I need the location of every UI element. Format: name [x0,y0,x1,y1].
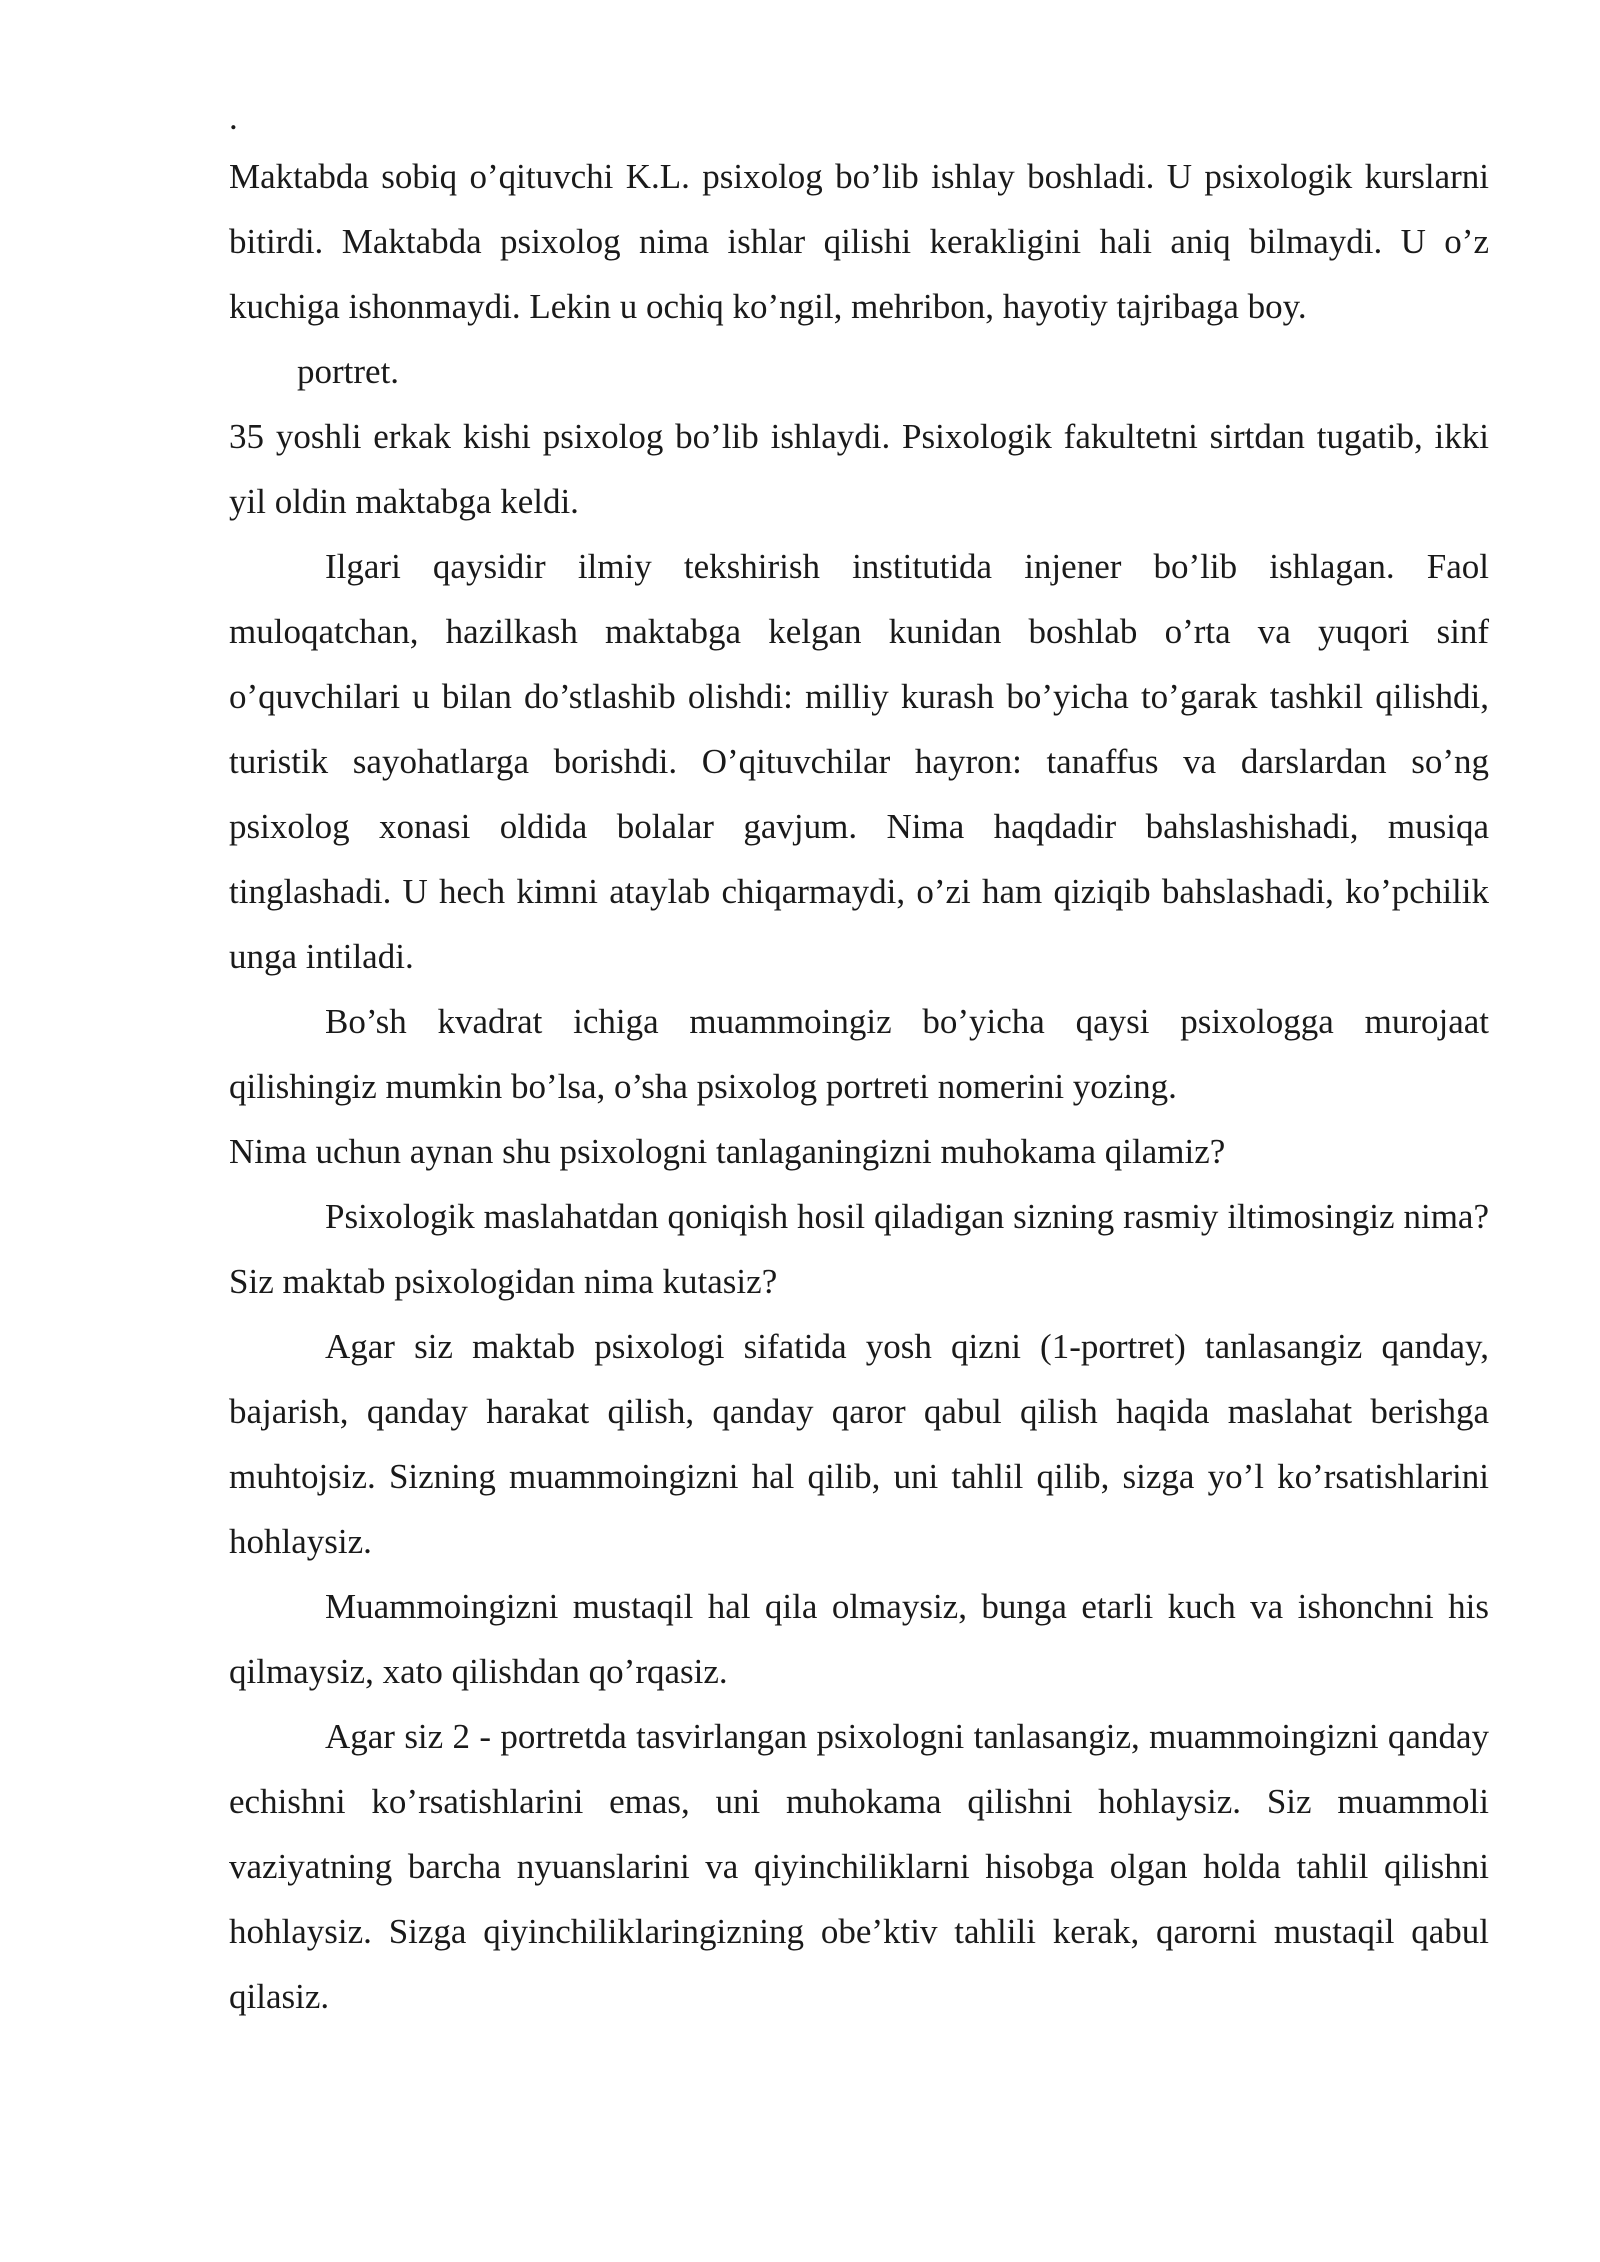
paragraph-10: Agar siz 2 - portretda tasvirlangan psixologni tanlasangiz, muammoingizni qanday echishni ko’rsatishlarini emas, uni muhokama qilishni hohlaysiz. Siz muammoli vaziyatning barcha nyuanslarini va qiyinchiliklarni hisobga olgan holda tahlil qilishni hohlaysiz. Sizga qiyinchiliklaringizning obe’ktiv tahlili kerak, qarorni mustaqil qabul qilasiz. [229,1717,1489,2016]
paragraph-portret-label: portret. [297,352,400,391]
paragraph-1: Maktabda sobiq o’qituvchi K.L. psixolog bo’lib ishlay boshladi. U psixologik kurslarni bitirdi. Maktabda psixolog nima ishlar qilishi kerakligini hali aniq bilmaydi. U o’z kuchiga ishonmaydi. Lekin u ochiq ko’ngil, mehribon, hayotiy tajribaga boy. [229,157,1489,326]
document-body [229,92,1489,2029]
paragraph-5: Bo’sh kvadrat ichiga muammoingiz bo’yicha qaysi psixologga murojaat qilishingiz mumkin bo’lsa, o’sha psixolog portreti nomerini yozing. [229,1002,1489,1106]
leading-dot: . [229,98,238,137]
paragraph-4: Ilgari qaysidir ilmiy tekshirish institutida injener bo’lib ishlagan. Faol muloqatchan, hazilkash maktabga kelgan kunidan boshlab o’rta va yuqori sinf o’quvchilari u bilan do’stlashib olishdi: milliy kurash bo’yicha to’garak tashkil qilishdi, turistik sayohatlarga borishdi. O’qituvchilar hayron: tanaffus va darslardan so’ng psixolog xonasi oldida bolalar gavjum. Nima haqdadir bahslashishadi, musiqa tinglashadi. U hech kimni ataylab chiqarmaydi, o’zi ham qiziqib bahslashadi, ko’pchilik unga intiladi. [229,547,1489,976]
paragraph-6: Nima uchun aynan shu psixologni tanlaganingizni muhokama qilamiz? [229,1132,1226,1171]
paragraph-9: Muammoingizni mustaqil hal qila olmaysiz, bunga etarli kuch va ishonchni his qilmaysiz, xato qilishdan qo’rqasiz. [229,1587,1489,1691]
paragraph-7: Psixologik maslahatdan qoniqish hosil qiladigan sizning rasmiy iltimosingiz nima? Siz maktab psixologidan nima kutasiz? [229,1197,1489,1301]
paragraph-3: 35 yoshli erkak kishi psixolog bo’lib ishlaydi. Psixologik fakultetni sirtdan tugatib, ikki yil oldin maktabga keldi. [229,417,1489,521]
paragraph-8: Agar siz maktab psixologi sifatida yosh qizni (1-portret) tanlasangiz qanday, bajarish, qanday harakat qilish, qanday qaror qabul qilish haqida maslahat berishga muhtojsiz. Sizning muammoingizni hal qilib, uni tahlil qilib, sizga yo’l ko’rsatishlarini hohlaysiz. [229,1327,1489,1561]
